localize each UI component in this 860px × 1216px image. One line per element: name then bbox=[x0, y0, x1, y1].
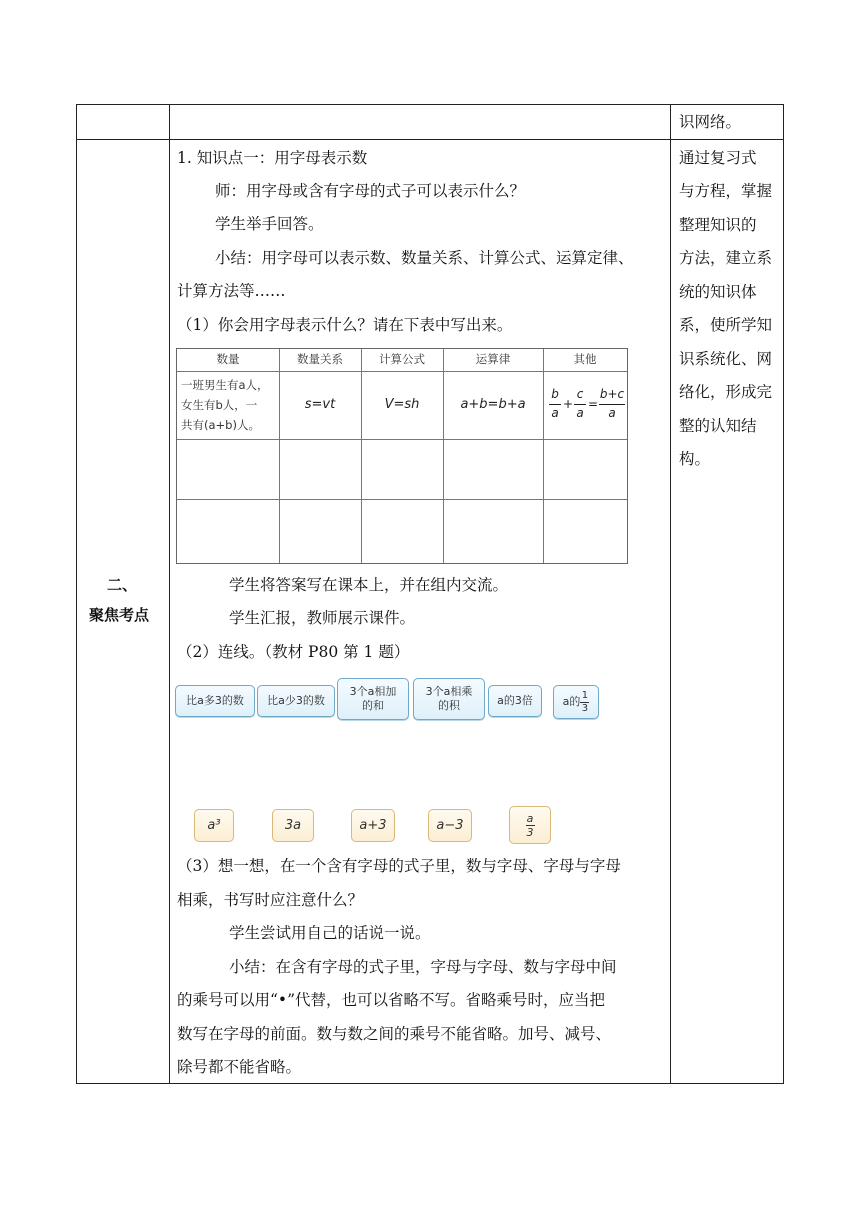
kt-header-quantity: 数量 bbox=[216, 352, 240, 366]
card-label-line2: 的和 bbox=[362, 699, 384, 712]
section-number: 二、 bbox=[107, 576, 138, 594]
kt-row-line-2 bbox=[177, 499, 627, 500]
frac1-bar bbox=[549, 404, 561, 405]
card-label: a+3 bbox=[359, 818, 387, 833]
card-label: 3a bbox=[284, 818, 302, 833]
notes-line-6: 系，使所学知 bbox=[679, 316, 773, 334]
plus-sign: + bbox=[563, 397, 574, 411]
card-3a[interactable] bbox=[272, 809, 314, 842]
frac2-den: a bbox=[576, 406, 584, 420]
kt-col-line-2 bbox=[361, 349, 362, 563]
card-3a-sum[interactable] bbox=[337, 678, 409, 720]
frac3-num: b+c bbox=[599, 387, 625, 401]
card-a-cubed-product[interactable] bbox=[413, 678, 485, 720]
card-label-line2: 的积 bbox=[438, 699, 460, 712]
card-label: a−3 bbox=[436, 818, 464, 833]
card-label: 比a多3的数 bbox=[186, 694, 244, 707]
kt-law-value: a+b=b+a bbox=[460, 397, 526, 412]
kt-header-other: 其他 bbox=[573, 352, 597, 366]
table-row-divider bbox=[76, 139, 783, 140]
kt-example-line2: 女生有b人，一 bbox=[181, 398, 258, 412]
kt-example-line1: 一班男生有a人， bbox=[181, 378, 269, 392]
frac-den: 3 bbox=[581, 702, 589, 714]
card-a-plus-3-expr[interactable] bbox=[351, 809, 395, 842]
kt-relation-value: s=vt bbox=[304, 397, 336, 412]
notes-line-2: 与方程，掌握 bbox=[679, 182, 773, 200]
card-label: a³ bbox=[207, 818, 221, 833]
item1-title: 1. 知识点一：用字母表示数 bbox=[177, 149, 368, 167]
summary1-line2: 计算方法等…… bbox=[177, 282, 286, 300]
notes-line-9: 整的认知结 bbox=[679, 417, 757, 435]
kt-example-line3: 共有(a+b)人。 bbox=[181, 418, 260, 432]
kt-header-line bbox=[177, 371, 627, 372]
frac2-num: c bbox=[576, 387, 584, 401]
question-3-line2: 相乘，书写时应注意什么？ bbox=[177, 891, 364, 909]
equals-sign: = bbox=[588, 397, 599, 411]
card-fraction bbox=[526, 813, 535, 838]
card-a-minus-3-expr[interactable] bbox=[428, 809, 472, 842]
top-row-notes: 识网络。 bbox=[679, 113, 742, 131]
frac-num: a bbox=[526, 811, 534, 825]
notes-line-3: 整理知识的 bbox=[679, 216, 757, 234]
notes-line-10: 构。 bbox=[679, 450, 711, 468]
kt-col-line-3 bbox=[443, 349, 444, 563]
students-try: 学生尝试用自己的话说一说。 bbox=[229, 924, 431, 942]
teacher-question: 师：用字母或含有字母的式子可以表示什么？ bbox=[215, 182, 526, 200]
frac-den: 3 bbox=[526, 825, 534, 839]
notes-line-8: 络化，形成完 bbox=[679, 383, 773, 401]
card-a-cubed[interactable] bbox=[194, 809, 234, 842]
students-answer: 学生举手回答。 bbox=[215, 215, 324, 233]
table-border-top bbox=[76, 104, 783, 105]
card-label: a的 bbox=[562, 695, 581, 708]
kt-header-relation: 数量关系 bbox=[297, 352, 343, 366]
notes-line-4: 方法，建立系 bbox=[679, 249, 773, 267]
kt-formula-value: V=sh bbox=[384, 397, 420, 412]
write-answers: 学生将答案写在课本上，并在组内交流。 bbox=[229, 576, 509, 594]
card-label: 比a少3的数 bbox=[267, 694, 325, 707]
frac3-den: a bbox=[608, 406, 616, 420]
kt-other-expression bbox=[549, 387, 625, 427]
card-a-over-3[interactable] bbox=[509, 806, 551, 844]
question-2: （2）连线。（教材 P80 第 1 题） bbox=[177, 643, 410, 661]
card-label: a的3倍 bbox=[497, 694, 533, 707]
kt-col-line-4 bbox=[543, 349, 544, 563]
question-3-line1: （3）想一想，在一个含有字母的式子里，数与字母、字母与字母 bbox=[177, 857, 621, 875]
card-a-third[interactable] bbox=[553, 685, 599, 719]
summary2-line2: 的乘号可以用“•”代替，也可以省略不写。省略乘号时，应当把 bbox=[177, 991, 605, 1009]
table-col-line-4 bbox=[783, 104, 784, 1084]
notes-line-7: 识系统化、网 bbox=[679, 350, 773, 368]
card-a-minus-3[interactable] bbox=[257, 685, 335, 717]
table-col-line-3 bbox=[670, 104, 671, 1084]
card-a-plus-3[interactable] bbox=[175, 685, 255, 717]
frac-num: 1 bbox=[581, 689, 589, 701]
question-1: （1）你会用字母表示什么？请在下表中写出来。 bbox=[177, 316, 513, 334]
card-3-times-a[interactable] bbox=[488, 685, 542, 717]
kt-col-line-1 bbox=[279, 349, 280, 563]
table-border-bottom bbox=[76, 1083, 783, 1084]
summary2-line1: 小结：在含有字母的式子里，字母与字母、数与字母中间 bbox=[229, 958, 617, 976]
table-col-line-2 bbox=[169, 104, 170, 1084]
frac2-bar bbox=[574, 404, 586, 405]
notes-line-5: 统的知识体 bbox=[679, 283, 757, 301]
summary1-line1: 小结：用字母可以表示数、数量关系、计算公式、运算定律、 bbox=[215, 249, 634, 267]
summary2-line4: 除号都不能省略。 bbox=[177, 1058, 302, 1076]
table-col-line-1 bbox=[76, 104, 77, 1084]
kt-row-line-1 bbox=[177, 439, 627, 440]
frac1-num: b bbox=[551, 387, 559, 401]
section-title: 聚焦考点 bbox=[89, 606, 150, 624]
card-fraction bbox=[580, 691, 589, 714]
summary2-line3: 数写在字母的前面。数与数之间的乘号不能省略。加号、减号、 bbox=[177, 1025, 612, 1043]
notes-line-1: 通过复习式 bbox=[679, 149, 757, 167]
frac1-den: a bbox=[551, 406, 559, 420]
frac3-bar bbox=[599, 404, 625, 405]
card-label-line1: 3个a相乘 bbox=[425, 685, 473, 698]
card-label-line1: 3个a相加 bbox=[349, 685, 397, 698]
kt-header-formula: 计算公式 bbox=[379, 352, 425, 366]
knowledge-table bbox=[176, 348, 628, 564]
kt-header-law: 运算律 bbox=[475, 352, 511, 366]
report: 学生汇报，教师展示课件。 bbox=[229, 609, 416, 627]
